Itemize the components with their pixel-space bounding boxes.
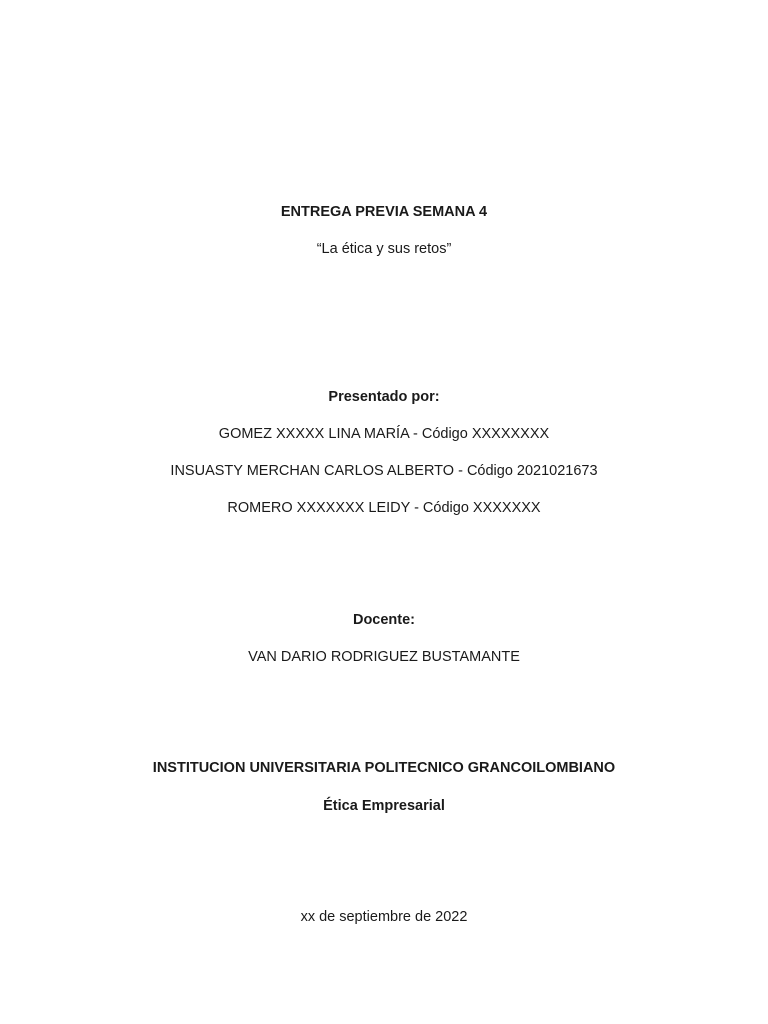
document-subtitle: “La ética y sus retos” <box>316 241 452 257</box>
course-name: Ética Empresarial <box>323 798 445 814</box>
author-1: GOMEZ XXXXX LINA MARÍA - Código XXXXXXXX <box>218 426 550 442</box>
teacher-name: VAN DARIO RODRIGUEZ BUSTAMANTE <box>248 649 520 665</box>
document-date: xx de septiembre de 2022 <box>300 909 468 925</box>
document-title: ENTREGA PREVIA SEMANA 4 <box>280 204 488 220</box>
teacher-label: Docente: <box>352 612 416 628</box>
author-2: INSUASTY MERCHAN CARLOS ALBERTO - Código 2021021673 <box>170 463 598 479</box>
institution-name: INSTITUCION UNIVERSITARIA POLITECNICO GRANCOILOMBIANO <box>152 760 616 776</box>
presented-by-label: Presentado por: <box>328 389 440 405</box>
author-3: ROMERO XXXXXXX LEIDY - Código XXXXXXX <box>227 500 541 516</box>
